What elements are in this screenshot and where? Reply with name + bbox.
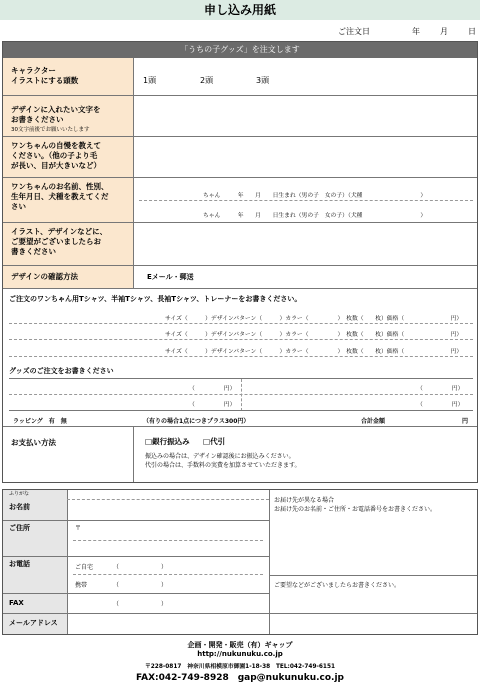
shirt-order-row-1[interactable]: サイズ（ ）デザインパターン（ ）カラー（ ） 枚数（ 枚）価格（ 円） — [165, 316, 463, 322]
postal-mark[interactable]: 〒 — [75, 525, 82, 532]
address-label: ご住所 — [3, 520, 67, 556]
dashed-divider — [9, 339, 473, 340]
character-label-line2: イラストにする頭数 — [11, 76, 79, 85]
dashed-divider — [139, 200, 473, 201]
pride-label-line1: ワンちゃんの自慢を教えて — [11, 141, 101, 150]
dashed-divider — [9, 323, 473, 324]
dashed-divider — [73, 574, 263, 575]
order-date-row — [0, 26, 480, 38]
dog-info-label — [3, 178, 133, 222]
character-label — [3, 58, 133, 95]
goods-price-4[interactable]: （ 円） — [417, 402, 464, 408]
payment-option-cod[interactable]: □代引 — [203, 437, 226, 446]
character-option-2[interactable]: 2頭 — [200, 76, 214, 85]
pride-label-line3: が長い、目が大きいなど） — [11, 161, 101, 170]
design-text-note: 30文字前後でお願いいたします — [11, 127, 90, 133]
mobile-field[interactable]: （ ） — [113, 582, 168, 589]
delivery-label-2: お届け先のお名前・ご住所・お電話番号をお書きください。 — [274, 506, 437, 513]
goods-order-title: グッズのご注文をお書きください — [9, 367, 114, 375]
confirm-method-value[interactable]: Eメール・郵送 — [147, 273, 194, 281]
shirt-order-row-3[interactable]: サイズ（ ）デザインパターン（ ）カラー（ ） 枚数（ 枚）価格（ 円） — [165, 349, 463, 355]
goods-price-3[interactable]: （ 円） — [189, 402, 236, 408]
divider — [3, 520, 269, 521]
dashed-divider — [67, 499, 269, 500]
requests-label-line1: イラスト、デザインなどに、 — [11, 227, 108, 236]
phone-label: お電話 — [3, 556, 67, 593]
divider — [3, 288, 477, 289]
divider — [3, 426, 477, 427]
order-date-year: 年 — [412, 27, 420, 36]
mobile-label: 携帯 — [75, 582, 88, 589]
divider — [9, 410, 473, 411]
dog-info-label-line2: 生年月日、犬種を教えてくだ — [11, 192, 109, 201]
footer-url[interactable]: http://nukunuku.co.jp — [197, 650, 283, 658]
page-title: 申し込み用紙 — [0, 0, 480, 20]
divider — [3, 593, 269, 594]
design-text-label-line1: デザインに入れたい文字を — [11, 105, 101, 114]
order-date-day: 日 — [468, 27, 476, 36]
design-text-label-line2: お書きください — [11, 115, 64, 124]
email-label: メールアドレス — [3, 613, 67, 634]
order-form — [2, 41, 478, 483]
character-option-1[interactable]: 1頭 — [143, 76, 157, 85]
dashed-divider — [73, 540, 263, 541]
dashed-divider — [9, 356, 473, 357]
payment-note-2: 代引の場合は、手数料の実費を加算させていただきます。 — [145, 462, 301, 469]
goods-price-2[interactable]: （ 円） — [417, 386, 464, 392]
confirm-method-label: デザインの確認方法 — [3, 266, 133, 288]
footer-fax-email[interactable]: FAX:042-749-8928 gap@nukunuku.co.jp — [136, 673, 344, 682]
pride-label — [3, 137, 133, 177]
wrapping-label[interactable]: ラッピング 有 無 — [13, 418, 67, 425]
requests-label-line3: 書きください — [11, 247, 56, 256]
home-phone-label: ご自宅 — [75, 564, 94, 571]
order-date-month: 月 — [440, 27, 448, 36]
dog-info-label-line1: ワンちゃんのお名前、性別、 — [11, 182, 109, 191]
design-text-label — [3, 96, 133, 136]
character-label-line1: キャラクター — [11, 66, 56, 75]
requests-label-line2: ご要望がございましたらお — [11, 237, 101, 246]
shirt-order-title: ご注文のワンちゃん用Tシャツ、半袖Tシャツ、長袖Tシャツ、トレーナーをお書きください。 — [9, 295, 302, 303]
dog-info-row-1[interactable]: ちゃん 年 月 日生まれ（男の子 女の子）（犬種 ） — [203, 193, 427, 199]
shirt-order-row-2[interactable]: サイズ（ ）デザインパターン（ ）カラー（ ） 枚数（ 枚）価格（ 円） — [165, 332, 463, 338]
column-divider — [133, 58, 134, 288]
payment-label: お支払い方法 — [11, 438, 56, 447]
divider — [3, 556, 269, 557]
divider — [3, 613, 477, 614]
goods-price-1[interactable]: （ 円） — [189, 386, 236, 392]
other-requests-label: ご要望などがございましたらお書きください。 — [274, 582, 401, 589]
dog-info-label-line3: さい — [11, 202, 26, 211]
pride-label-line2: ください。（他の子より毛 — [11, 151, 98, 160]
fax-label: FAX — [3, 593, 67, 613]
requests-label — [3, 223, 133, 265]
dashed-divider — [9, 394, 473, 395]
order-date-label: ご注文日 — [338, 27, 370, 36]
divider — [269, 575, 477, 576]
furigana-label: ふりがな — [3, 490, 67, 499]
home-phone-field[interactable]: （ ） — [113, 564, 168, 571]
dog-info-row-2[interactable]: ちゃん 年 月 日生まれ（男の子 女の子）（犬種 ） — [203, 213, 427, 219]
payment-option-bank[interactable]: □銀行振込み — [145, 437, 190, 446]
goods-divider — [241, 379, 242, 411]
payment-note-1: 振込みの場合は、デザイン確認後にお振込みください。 — [145, 453, 295, 460]
fax-field[interactable]: （ ） — [113, 601, 168, 608]
total-label: 合計金額 — [361, 418, 386, 425]
contact-form — [2, 489, 478, 635]
footer-address: 〒228-0817 神奈川県相模原市御園1-18-38 TEL:042-749-6151 — [144, 664, 336, 670]
character-option-3[interactable]: 3頭 — [256, 76, 270, 85]
wrapping-note: （有りの場合1点につきプラス300円） — [143, 418, 250, 425]
footer-company: 企画・開発・販売（有）ギャップ — [187, 641, 293, 649]
section-header: 「うちの子グッズ」を注文します — [3, 42, 477, 58]
delivery-label-1: お届け先が異なる場合 — [274, 497, 335, 504]
column-divider — [133, 427, 134, 482]
total-yen: 円 — [462, 418, 469, 425]
name-label: お名前 — [3, 499, 67, 520]
